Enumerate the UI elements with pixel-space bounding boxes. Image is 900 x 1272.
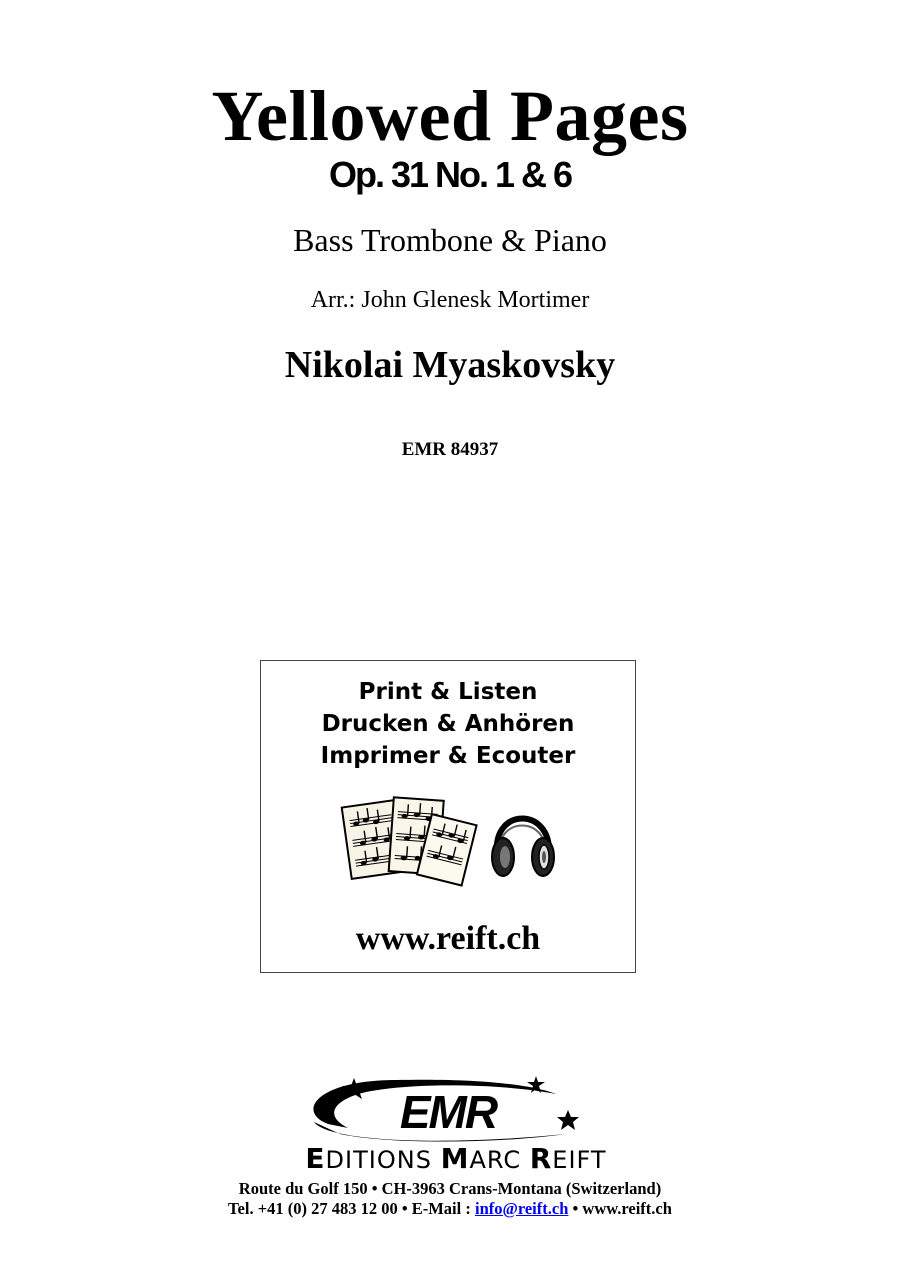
contact-phone: Tel. +41 (0) 27 483 12 00 • E-Mail : — [228, 1199, 475, 1218]
contact-website: • www.reift.ch — [568, 1199, 672, 1218]
promo-icons — [337, 793, 567, 889]
promo-line-german: Drucken & Anhören — [321, 711, 575, 737]
instrumentation: Bass Trombone & Piano — [293, 222, 607, 258]
sheet-music-icon — [342, 797, 477, 885]
arranger-credit: Arr.: John Glenesk Mortimer — [310, 287, 590, 313]
email-link[interactable]: info@reift.ch — [474, 1199, 569, 1218]
publisher-address: Route du Golf 150 • CH-3963 Crans-Montana (Switzerland) — [238, 1179, 662, 1198]
publisher-contact — [0, 1198, 900, 1220]
opus-number: Op. 31 No. 1 & 6 — [328, 154, 572, 195]
print-listen-box — [260, 660, 636, 973]
headphones-icon — [492, 819, 554, 877]
page-title: Yellowed Pages — [211, 76, 689, 156]
promo-line-english: Print & Listen — [358, 679, 538, 705]
logo-lettering: EMR — [399, 1086, 497, 1138]
promo-line-french: Imprimer & Ecouter — [320, 743, 576, 769]
emr-logo — [236, 1072, 676, 1172]
composer-name: Nikolai Myaskovsky — [284, 344, 616, 386]
publisher-name: EDITIONS MARC REIFT — [305, 1142, 607, 1172]
catalog-number: EMR 84937 — [401, 439, 499, 460]
promo-website: www.reift.ch — [355, 920, 541, 957]
